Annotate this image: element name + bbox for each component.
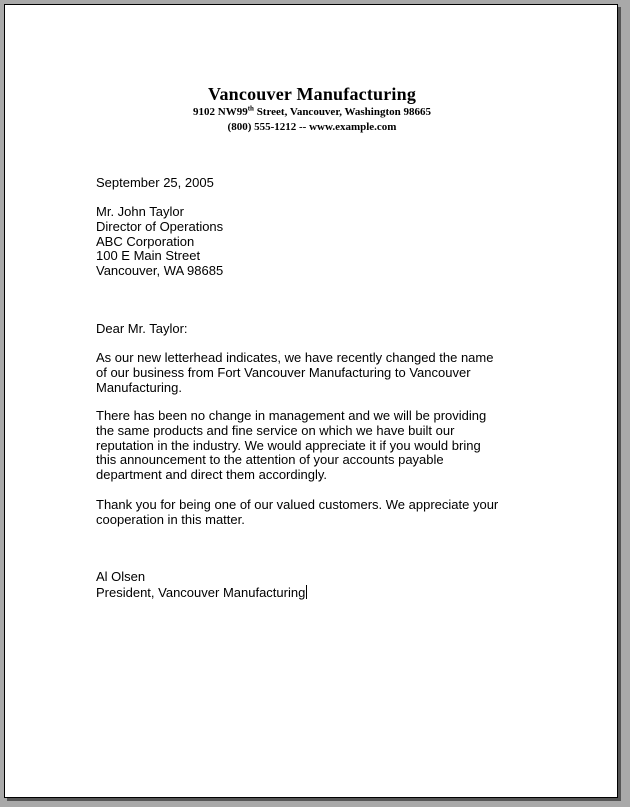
recipient-company: ABC Corporation bbox=[96, 233, 195, 249]
signature-title-line bbox=[96, 585, 576, 601]
paragraph-3 bbox=[96, 498, 576, 528]
recipient-city: Vancouver, WA 98685 bbox=[96, 263, 224, 279]
recipient-address bbox=[96, 205, 576, 279]
company-name: Vancouver Manufacturing bbox=[207, 84, 417, 104]
paragraph-line: There has been no change in management and we will be providing bbox=[96, 408, 487, 423]
signature-title: President, Vancouver Manufacturing bbox=[96, 584, 306, 600]
paragraph-line: Manufacturing. bbox=[96, 379, 182, 395]
letterhead bbox=[5, 83, 619, 135]
paragraph-line: of our business from Fort Vancouver Manufacturing to Vancouver bbox=[96, 364, 471, 380]
document-page[interactable] bbox=[4, 4, 618, 798]
paragraph-line: reputation in the industry. We would appreciate it if you would bring bbox=[96, 437, 481, 453]
paragraph-line: Thank you for being one of our valued customers. We appreciate your bbox=[96, 497, 499, 512]
recipient-title: Director of Operations bbox=[96, 218, 224, 234]
recipient-name: Mr. John Taylor bbox=[96, 204, 184, 219]
salutation bbox=[96, 322, 576, 337]
paragraph-line: the same products and fine service on which we have built our bbox=[96, 422, 455, 438]
paragraph-line: department and direct them accordingly. bbox=[96, 467, 327, 483]
letter-date bbox=[96, 176, 576, 191]
address-prefix: 9102 NW99 bbox=[193, 106, 248, 118]
paragraph-1 bbox=[96, 351, 576, 395]
date-line: September 25, 2005 bbox=[96, 175, 214, 190]
paragraph-line: cooperation in this matter. bbox=[96, 511, 245, 527]
paragraph-2 bbox=[96, 409, 576, 483]
signature-name: Al Olsen bbox=[96, 569, 146, 584]
company-contact: (800) 555-1212 -- www.example.com bbox=[227, 121, 397, 133]
company-address bbox=[5, 105, 619, 120]
paragraph-line: As our new letterhead indicates, we have recently changed the name bbox=[96, 350, 494, 365]
text-cursor bbox=[306, 585, 307, 599]
address-ordinal: th bbox=[247, 104, 254, 113]
signature-block bbox=[96, 570, 576, 601]
salutation-line: Dear Mr. Taylor: bbox=[96, 321, 188, 336]
address-suffix: Street, Vancouver, Washington 98665 bbox=[253, 106, 431, 118]
recipient-street: 100 E Main Street bbox=[96, 248, 201, 264]
paragraph-line: this announcement to the attention of your accounts payable bbox=[96, 452, 444, 468]
